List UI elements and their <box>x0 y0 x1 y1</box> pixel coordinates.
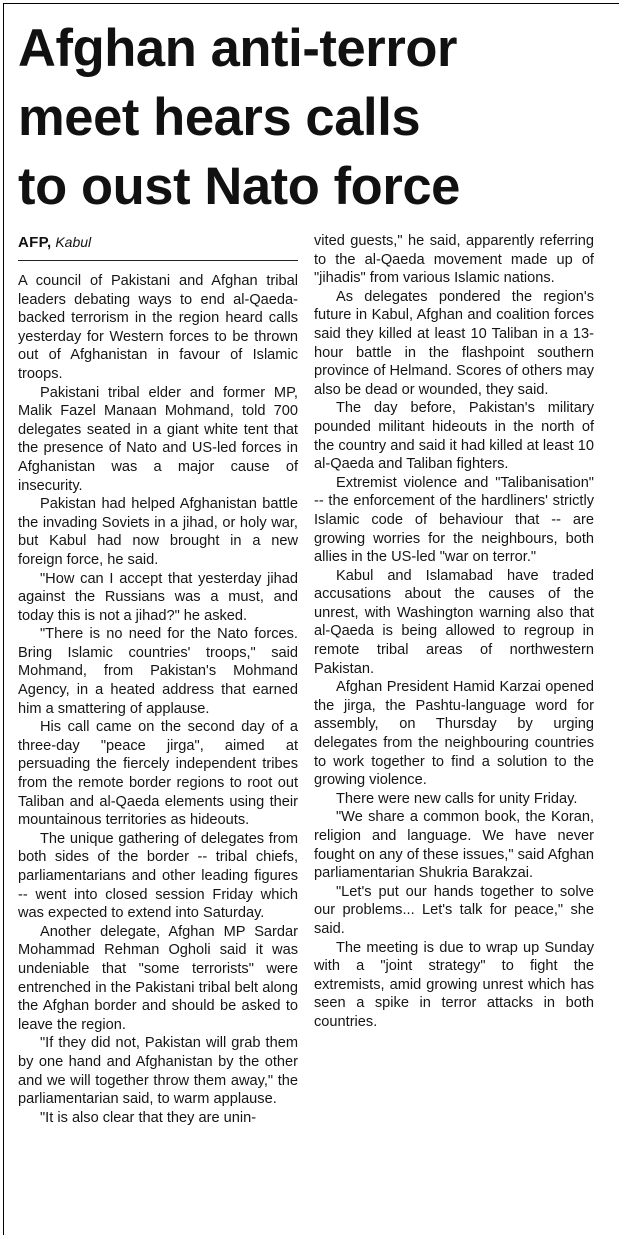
paragraph: Pakistan had helped Afghanistan battle the invading Soviets in a jihad, or holy war, but Kabul had now brought in a new foreign force, he said. <box>18 496 298 568</box>
paragraph: The unique gathering of delegates from both sides of the border -- tribal chiefs, parliamentarians and other leading figures -- went into closed session Friday which was expected to extend into Saturday. <box>18 830 298 922</box>
article-column-1 <box>18 272 298 1127</box>
paragraph: "It is also clear that they are unin- <box>40 1109 257 1126</box>
byline-location: Kabul <box>55 234 92 250</box>
paragraph: There were new calls for unity Friday. <box>336 790 578 807</box>
paragraph: Pakistani tribal elder and former MP, Malik Fazel Manaan Mohmand, told 700 delegates seated in a giant white tent that the presence of Nato and US-led forces in Afghanistan was a major cause of insecurity. <box>18 384 298 494</box>
headline <box>18 14 618 221</box>
paragraph: vited guests," he said, apparently referring to the al-Qaeda movement made up of "jihadis" from various Islamic nations. <box>314 233 594 287</box>
paragraph: Extremist violence and "Talibanisation" -- the enforcement of the hardliners' strictly Islamic code of behaviour that -- are growing worries for the neighbours, both allies in the US-led "war on terror." <box>314 474 594 566</box>
paragraph: Afghan President Hamid Karzai opened the jirga, the Pashtu-language word for assembly, on Thursday by urging delegates from the neighbouring countries to work together to find a solution to the growing violence. <box>314 679 594 789</box>
paragraph: As delegates pondered the region's future in Kabul, Afghan and coalition forces said they killed at least 10 Taliban in a 13-hour battle in the flashpoint southern province of Helmand. Scores of others may also be dead or wounded, they said. <box>314 288 594 398</box>
paragraph: Kabul and Islamabad have traded accusations about the causes of the unrest, with Washington warning also that al-Qaeda is being allowed to regroup in remote tribal areas of northwestern Pakistan. <box>314 567 594 677</box>
paragraph: "If they did not, Pakistan will grab them by one hand and Afghanistan by the other and we will together throw them away," the parliamentarian said, to warm applause. <box>18 1035 298 1108</box>
byline-source: AFP, <box>18 234 52 251</box>
paragraph: The day before, Pakistan's military pounded militant hideouts in the north of the country and said it had killed at least 10 al-Qaeda and Taliban fighters. <box>314 400 594 473</box>
paragraph: The meeting is due to wrap up Sunday with a "joint strategy" to fight the extremists, amid growing unrest which has seen a spike in terror attacks in both countries. <box>314 939 594 1030</box>
paragraph: His call came on the second day of a three-day "peace jirga", aimed at persuading the fiercely independent tribes from the remote border regions to root out Taliban and al-Qaeda elements using their mountainous territories as hideouts. <box>18 719 298 829</box>
headline-line-1: Afghan anti-terror <box>18 19 458 78</box>
byline <box>18 233 298 252</box>
paragraph: "There is no need for the Nato forces. Bring Islamic countries' troops," said Mohmand, from Pakistan's Mohmand Agency, in a heated address that earned him a smattering of applause. <box>18 626 298 717</box>
paragraph: "We share a common book, the Koran, religion and language. We have never fought on any of these issues," said Afghan parliamentarian Shukria Barakzai. <box>314 809 594 882</box>
paragraph: A council of Pakistani and Afghan tribal leaders debating ways to end al-Qaeda-backed terrorism in the region heard calls yesterday for Western forces to be thrown out of Afghanistan in favour of Islamic troops. <box>18 273 298 382</box>
headline-line-2: meet hears calls <box>18 88 421 147</box>
paragraph: Another delegate, Afghan MP Sardar Mohammad Rehman Ogholi said it was undeniable that "some terrorists" were entrenched in the Pakistani tribal belt along the Afghan border and should be asked to leave the region. <box>18 923 298 1033</box>
article-column-2 <box>314 232 594 1032</box>
paragraph: "Let's put our hands together to solve our problems... Let's talk for peace," she said. <box>314 883 594 937</box>
headline-line-3: to oust Nato force <box>18 157 460 216</box>
paragraph: "How can I accept that yesterday jihad against the Russians was a must, and today this is not a jihad?" he asked. <box>18 570 298 624</box>
byline-divider <box>18 260 298 261</box>
